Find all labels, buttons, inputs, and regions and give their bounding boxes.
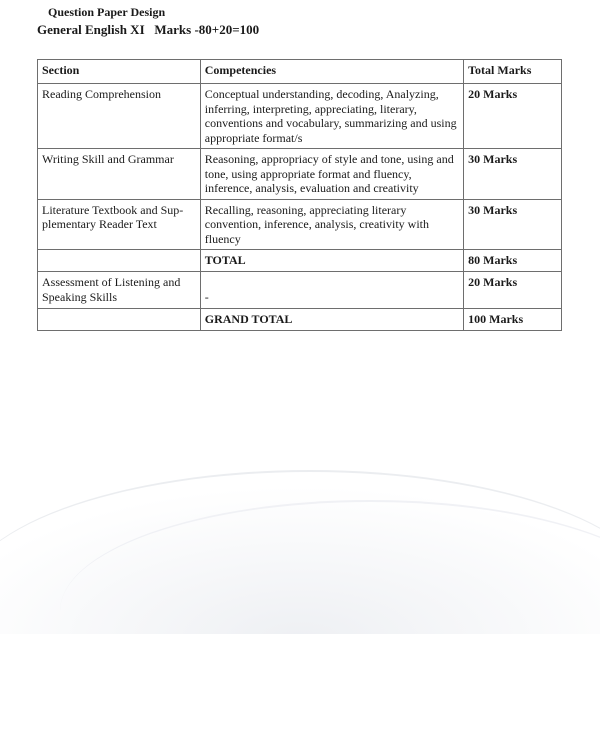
document-title: Question Paper Design xyxy=(48,5,166,19)
question-paper-design-table xyxy=(37,59,562,331)
total-label-cell: TOTAL xyxy=(200,250,463,272)
grand-total-marks-cell: 100 Marks xyxy=(464,309,562,331)
column-header-section: Section xyxy=(38,60,201,84)
marks-cell: 20 Marks xyxy=(464,272,562,309)
table-row xyxy=(38,272,562,309)
table-row xyxy=(38,84,562,149)
total-marks-cell: 80 Marks xyxy=(464,250,562,272)
section-cell: Reading Comprehension xyxy=(38,84,201,149)
background-swoosh-inner xyxy=(60,500,600,722)
competencies-cell: Recalling, reasoning, appreciating literary convention, inference, analysis, creativity with fluency xyxy=(200,199,463,250)
table-header-row xyxy=(38,60,562,84)
background-swoosh xyxy=(0,470,600,732)
marks-cell: 30 Marks xyxy=(464,149,562,200)
section-cell: Literature Textbook and Sup-plementary Reader Text xyxy=(38,199,201,250)
marks-cell: 30 Marks xyxy=(464,199,562,250)
column-header-competencies: Competencies xyxy=(200,60,463,84)
table-row xyxy=(38,149,562,200)
table-row xyxy=(38,199,562,250)
table-row-grand-total xyxy=(38,309,562,331)
competencies-cell xyxy=(200,272,463,309)
competencies-cell: Reasoning, appropriacy of style and tone, using and tone, using appropriate format and fluency, inference, analysis, evaluation and creativity xyxy=(200,149,463,200)
section-cell: Writing Skill and Grammar xyxy=(38,149,201,200)
section-cell-empty xyxy=(38,309,201,331)
column-header-total-marks: Total Marks xyxy=(464,60,562,84)
table-row-total xyxy=(38,250,562,272)
competencies-cell: Conceptual understanding, decoding, Analyzing, inferring, interpreting, appreciating, literary, conventions and vocabulary, summarizing and using appropriate format/s xyxy=(200,84,463,149)
grand-total-label-cell: GRAND TOTAL xyxy=(200,309,463,331)
section-cell-empty xyxy=(38,250,201,272)
document-subtitle: General English XI Marks -80+20=100 xyxy=(37,22,260,37)
section-cell: Assessment of Listening and Speaking Skills xyxy=(38,272,201,309)
marks-cell: 20 Marks xyxy=(464,84,562,149)
empty-dash: - xyxy=(204,289,209,304)
